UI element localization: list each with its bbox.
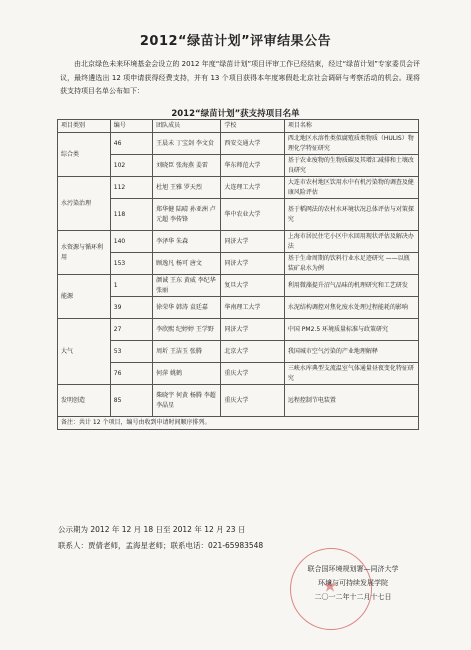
members-cell: 杜旭 王雅 罗天烈 <box>153 177 221 199</box>
table-row <box>58 199 419 231</box>
school-cell: 复旦大学 <box>221 275 284 297</box>
list-title: 2012“绿苗计划”获支持项目名单 <box>171 109 300 119</box>
category-cell: 大气 <box>58 319 111 385</box>
project-name-cell: 上海市居民住宅小区中水回用现状评估及解决办法 <box>284 231 418 253</box>
table-row <box>58 177 419 199</box>
project-name-cell: 水泥结构调控对焦化废水处理过程能耗的影响 <box>284 297 418 319</box>
project-name-cell: 基于稻网法的农村水环境状况总体评估与对策探究 <box>284 199 418 231</box>
number-cell: 27 <box>110 319 152 341</box>
number-cell: 118 <box>110 199 152 231</box>
project-name-cell: 远程控制节电装置 <box>284 385 418 417</box>
column-header: 编号 <box>110 120 152 133</box>
category-cell: 能源 <box>58 275 111 319</box>
table-row <box>58 319 419 341</box>
project-name-cell: 基于生命周期的饮料行业水足迹研究 ——以瓶装矿泉水为例 <box>284 253 418 275</box>
category-cell: 水污染治理 <box>58 177 111 231</box>
category-cell: 水资源与循环利用 <box>58 231 111 275</box>
members-cell: 王晨未 丁宝剑 李文贲 <box>153 133 221 155</box>
awards-table <box>57 119 419 430</box>
members-cell: 顾逸凡 杨可 唐文 <box>153 253 221 275</box>
table-row <box>58 253 419 275</box>
signature-org-line1: 联合国环境规划署—同济大学 <box>307 565 399 573</box>
project-name-cell: 利用微藻提升沼气品味的机理研究和工艺研发 <box>284 275 418 297</box>
members-cell: 周圻 王洁玉 张腾 <box>153 341 221 363</box>
table-row <box>58 275 419 297</box>
project-name-cell: 西北地区水溶性类似腐殖质类物质（HULIS）物理化学特征研究 <box>284 133 418 155</box>
school-cell: 西安交通大学 <box>221 133 284 155</box>
number-cell: 53 <box>110 341 152 363</box>
column-header: 项目类别 <box>58 120 111 133</box>
project-name-cell: 中国 PM2.5 环境质量标准与政策研究 <box>284 319 418 341</box>
members-cell: 郑华健 陆晴 孙亚洲 卢元超 李传锋 <box>153 199 221 231</box>
school-cell: 北京大学 <box>221 341 284 363</box>
school-cell: 同济大学 <box>221 231 284 253</box>
project-name-cell: 我国城市空气污染的产业地理解释 <box>284 341 418 363</box>
signature-date: 二〇一二年十二月十七日 <box>314 593 392 601</box>
school-cell: 华南理工大学 <box>221 297 284 319</box>
number-cell: 102 <box>110 155 152 177</box>
publicity-block <box>58 522 263 554</box>
project-name-cell: 基于农业废物的生物质碳及其增汇减排和土壤改良研究 <box>284 155 418 177</box>
table-row <box>58 155 419 177</box>
table-row <box>58 297 419 319</box>
number-cell: 140 <box>110 231 152 253</box>
number-cell: 85 <box>110 385 152 417</box>
table-header-row <box>58 120 419 133</box>
school-cell: 同济大学 <box>221 319 284 341</box>
school-cell: 重庆大学 <box>221 385 284 417</box>
table-row <box>58 363 419 385</box>
intro-paragraph: 由北京绿色未来环境基金会设立的 2012 年度“绿苗计划”项目评审工作已经结束，经过“绿苗计划”专家委员会评议，最终遴选出 12 项申请获得经费支持，并有 13 个项目获得本年度寒假赴北京社会调研与考察活动的机会。现将获支持项目名单公布如下： <box>60 60 420 95</box>
project-name-cell: 三峡水库典型支流温室气体通量昼夜变化特征研究 <box>284 363 418 385</box>
category-cell: 发明创造 <box>58 385 111 417</box>
signature-org-line2: 环境与可持续发展学院 <box>318 579 388 587</box>
table-row <box>58 341 419 363</box>
page-title: 2012“绿苗计划”评审结果公告 <box>139 34 332 49</box>
members-cell: 李泽华 朱森 <box>153 231 221 253</box>
signature-block <box>288 562 418 604</box>
category-cell: 综合类 <box>58 133 111 177</box>
school-cell: 同济大学 <box>221 253 284 275</box>
members-cell: 柴晓宇 何黄 杨腾 李超 李晶星 <box>153 385 221 417</box>
members-cell: 何萍 姚鹤 <box>153 363 221 385</box>
publicity-period: 公示期为 2012 年 12 月 18 日至 2012 年 12 月 23 日 <box>58 525 246 534</box>
number-cell: 112 <box>110 177 152 199</box>
project-name-cell: 大连市农村地区饮用水中有机污染物的调查及健康风险评估 <box>284 177 418 199</box>
number-cell: 46 <box>110 133 152 155</box>
table-row <box>58 231 419 253</box>
number-cell: 39 <box>110 297 152 319</box>
members-cell: 颜诚 王东 黄威 李纪华 张丽 <box>153 275 221 297</box>
number-cell: 1 <box>110 275 152 297</box>
number-cell: 76 <box>110 363 152 385</box>
members-cell: 徐荣华 韩涛 袁廷嘉 <box>153 297 221 319</box>
table-note: 备注：共计 12 个项目，编号由收到申请时间顺序排列。 <box>58 417 419 430</box>
members-cell: 李欣熙 纪婷婷 王学野 <box>153 319 221 341</box>
school-cell: 华东师范大学 <box>221 155 284 177</box>
school-cell: 重庆大学 <box>221 363 284 385</box>
column-header: 项目名称 <box>284 120 418 133</box>
table-row <box>58 385 419 417</box>
table-note-row <box>58 417 419 430</box>
school-cell: 大连理工大学 <box>221 177 284 199</box>
number-cell: 153 <box>110 253 152 275</box>
table-row <box>58 133 419 155</box>
school-cell: 华中农业大学 <box>221 199 284 231</box>
contact-line: 联系人：贾倩老师，孟海星老师；联系电话：021-65983548 <box>58 541 264 550</box>
members-cell: 刘晓臣 张海燕 姜雷 <box>153 155 221 177</box>
column-header: 学校 <box>221 120 284 133</box>
column-header: 团队成员 <box>153 120 221 133</box>
